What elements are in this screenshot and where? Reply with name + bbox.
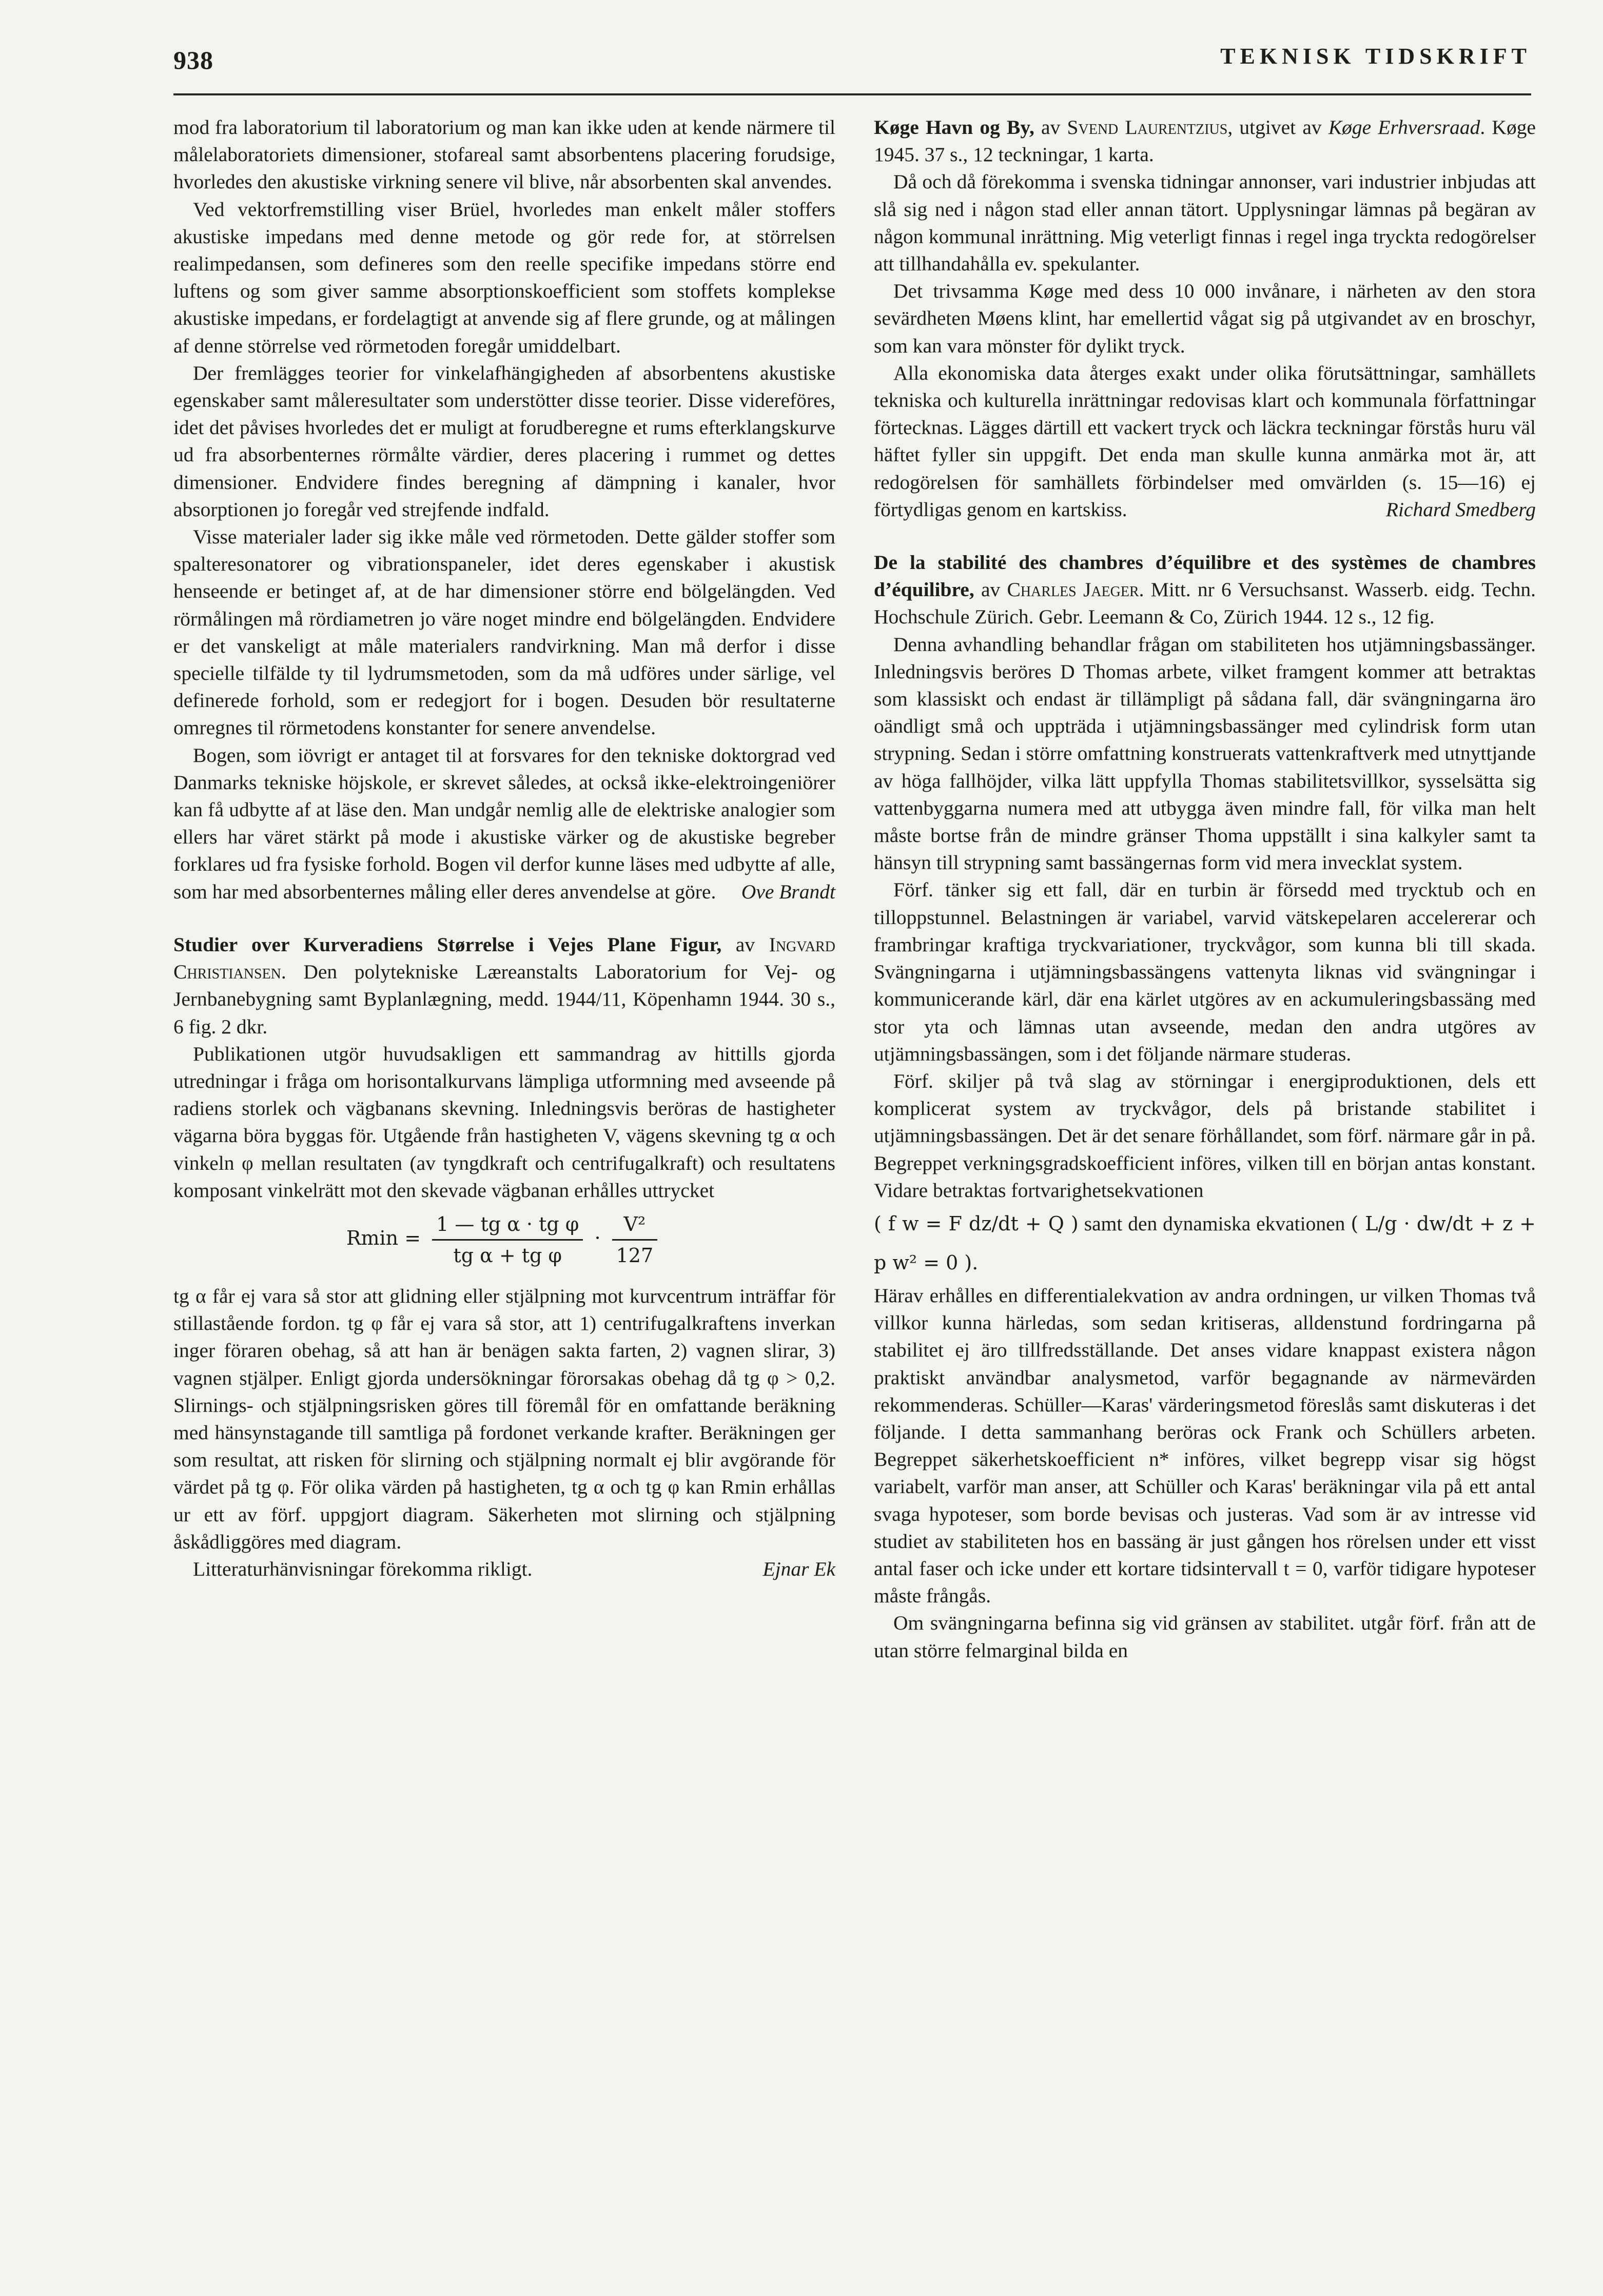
equation-line: ( f w = F dz/dt + Q ) samt den dynamiska ekvationen ( L/g · dw/dt + z + p w² = 0 ). [874, 1212, 1536, 1274]
paragraph: Då och då förekomma i svenska tidningar annonser, vari industrier inbjudas att slå sig ned i någon stad eller annan tätort. Upplysningar lämnas på begäran av någon kommunal inrättning. Mig veterligt finnas i regel inga tryckta redogörelser att tillhandahålla ev. spekulanter. [874, 170, 1536, 276]
paragraph-text: Bogen, som iövrigt er antaget til at forsvares for den tekniske doktorgrad ved Danmarks tekniske höjskole, er skrevet således, at också ikke-elektroingeniörer kan få udbytte af at läse den. Man undgår nemlig alle de elektriske analogier som ellers har väret stärkt på mode i akustiske värker og de akustiske begreber forklares ud fra fysiske forhold. Bogen vil derfor kunne läses med udbytte af alle, som har med absorbenternes måling eller deres anvendelse at göre. [173, 743, 835, 903]
paragraph: Denna avhandling behandlar frågan om stabiliteten hos utjämningsbassänger. Inledningsvis beröres D Thomas arbete, vilket framgent kommer att betraktas som klassiskt och endast är tillämpligt på sådana fall, där svängningarna äro oändligt små och uppträda i utjämningsbassänger med cylindrisk form utan strypning. Sedan i större omfattning konstruerats vattenkraftverk med utnyttjande av höga fallhöjder, vilka lätt uppfylla Thomas stabilitetsvillkor, sysselsätta sig vattenbyggarna numera med att utbygga även mindre fall, för vilka man helt måste bortse från de mindre gränser Thoma uppställt i sina kalkyler samt ta hänsyn till strypning samt bassängernas form vid mera invecklat system. [874, 633, 1536, 874]
paragraph: Förf. tänker sig ett fall, där en turbin är försedd med trycktub och en tilloppstunnel. Belastningen är variabel, varvid vätskepelaren accelererar och frambringar kraftiga tryckvariationer, tryckvågor, som kunna bli till skada. Svängningarna i utjämningsbassängens vattenyta liknas vid svängningar i kommunicerande kärl, där ena kärlet utgöres av en ackumuleringsbassäng med stor yta och lämnas utan avseende, medan den andra utgöres av utjämningsbassängen, som i det följande närmare studeras. [874, 878, 1536, 1065]
paragraph: Förf. skiljer på två slag av störningar i energiproduktionen, dels ett komplicerat system av tryckvågor, dels på bristande stabilitet i utjämningsbassängen. Det är det senare förhållandet, som förf. närmare går in på. Begreppet verkningsgradskoefficient införes, vilken till en början antas konstant. Vidare betraktas fortvarighetsekvationen [874, 1069, 1536, 1202]
paragraph: Ved vektorfremstilling viser Brüel, hvorledes man enkelt måler stoffers akustiske impedans med denne metode og gör rede for, at störrelsen realimpedansen, som defineres som den reelle specifike impedans större end luftens og som giver samme absorptionskoefficient som stoffets komplekse akustiske impedans, er fordelagtigt at anvende sig af flere grunde, og at målingen af denne störrelse ved rörmetoden foregår umiddelbart. [173, 198, 835, 357]
signature: Ove Brandt [741, 880, 835, 903]
review-details: . Den polytekniske Læreanstalts Laboratorium for Vej- og Jernbanebygning samt Byplanlægning, medd. 1944/11, Köpenhamn 1944. 30 s., 6 fig. 2 dkr. [173, 960, 835, 1038]
formula-lhs: Rmin = [346, 1226, 421, 1249]
paragraph: Visse materialer lader sig ikke måle ved rörmetoden. Dette gälder stoffer som spalteresonatorer og vibrationspaneler, idet deres egenskaber i akustisk henseende er betinget af, at de har dimensioner större end bölgelängden. Ved rörmålingen må rördiametren jo väre noget mindre end bölgelängden. Endvidere er det vanskeligt at måle materialers randvirkning. Man må derfor i disse specielle tilfälde ty til lydrumsmetoden, som da må udföres under särlige, vel definerede forhold, som er redegjort for i bogen. Desuden bör resultaterne omregnes til rörmetodens konstanter for senere anvendelse. [173, 525, 835, 739]
review-title: Køge Havn og By, [874, 116, 1034, 139]
left-column [173, 114, 835, 1583]
paragraph: Det trivsamma Køge med dess 10 000 invånare, i närheten av den stora sevärdheten Møens klint, har emellertid vågat sig på utgivandet av en broschyr, som kan vara mönster för dylikt tryck. [874, 280, 1536, 357]
paragraph: Härav erhålles en differentialekvation av andra ordningen, ur vilken Thomas två villkor kunna härledas, som sedan kritiseras, alldenstund fordringarna på stabilitet ej äro tillfredsställande. Det anses vidare knappast existera någon praktiskt användbar analysmetod, varför begagnande av närmevärden rekommenderas. Schüller—Karas' värderingsmetod föreslås samt diskuteras i det följande. I detta sammanhang beröras ock Frank och Schüllers arbeten. Begreppet säkerhetskoefficient n* införes, vilket begrepp visar sig högst variabelt, varför man anser, att Schüller och Karas' beräkningar vila på ett antal svaga hypoteser, som borde bevisas och justeras. Vad som är av intresse vid studiet av stabiliteten hos en bassäng är just gången hos rörelsen under ett visst antal faser och icke under ett kortare tidsintervall t = 0, varför tidigare hypoteser måste frångås. [874, 1284, 1536, 1607]
signature: Richard Smedberg [1385, 498, 1536, 521]
review-title: De la stabilité des chambres d’équilibre et des systèmes de chambres d’équilibre, [874, 551, 1536, 601]
running-head: TEKNISK TIDSKRIFT [1220, 44, 1531, 69]
dynamic-equation: ( L/g · dw/dt + z + p w² = 0 ). [874, 1212, 1536, 1274]
paragraph: mod fra laboratorium til laboratorium og man kan ikke uden at kende närmere til målelaboratoriets dimensioner, stofareal samt absorbentens placering forudsige, hvorledes den akustiske virkning senere vil blive, når absorbenten skal anvendes. [173, 116, 835, 193]
publisher: Køge Erhversraad [1328, 116, 1480, 139]
continuity-equation: ( f w = F dz/dt + Q ) [874, 1212, 1079, 1235]
header-rule [173, 93, 1531, 95]
review-author: Ingvard Christiansen [173, 933, 835, 984]
author-prefix: av [981, 578, 1001, 601]
review-author: Svend Laurentzius [1067, 116, 1228, 139]
review-author: Charles Jaeger [1007, 578, 1139, 601]
paragraph: Om svängningarna befinna sig vid gränsen av stabilitet. utgår förf. från att de utan större felmarginal bilda en [874, 1612, 1536, 1662]
radius-formula: Rmin = $\frac{\text{1 — tg α · tg φ}}{\text{tg α + tg φ}}$ · $\frac{\text{V²}}{127}$ [173, 1209, 835, 1270]
paragraph: Publikationen utgör huvudsakligen ett sammandrag av hittills gjorda utredningar i fråga om horisontalkurvans lämpliga utformning med avseende på radiens storlek och vägbanans skevning. Inledningsvis beröras de hastigheter vägarna böra byggas för. Utgående från hastigheten V, vägens skevning tg α och vinkeln φ mellan resultaten (av tyngdkraft och centrifugalkraft) och resultatens komposant vinkelrätt mot den skevade vägbanan erhålles uttrycket [173, 1042, 835, 1202]
page-number: 938 [173, 46, 213, 74]
review-heading: De la stabilité des chambres d’équilibre et des systèmes de chambres d’équilibre, av Charles Jaeger. Mitt. nr 6 Versuchsanst. Wasserb. eidg. Techn. Hochschule Zürich. Gebr. Leemann & Co, Zürich 1944. 12 s., 12 fig. [874, 551, 1536, 629]
paragraph: Der fremlägges teorier for vinkelafhängigheden af absorbentens akustiske egenskaber samt måleresultater som understötter disse teorier. Disse videreföres, idet det påvises hvorledes det er muligt at forudberegne et rums efterklangskurve ud fra absorbenternes rörmålte värdier, deres placering i rummet og dettes dimensioner. Endvidere findes beregning af dämpning i kanaler, hvor absorptionen jo foregår ved strejfende indfald. [173, 361, 835, 521]
author-prefix: av [1041, 116, 1061, 139]
paragraph: Litteraturhänvisningar förekomma rikligt. Ejnar Ek [173, 1556, 835, 1583]
paragraph: Alla ekonomiska data återges exakt under olika förutsättningar, samhällets tekniska och kulturella inrättningar redovisas klart och kommunala författningar förtecknas. Lägges därtill ett vackert tryck och läckra teckningar förstås huru väl häftet fyller sin uppgift. Det enda man skulle kunna anmärka mot är, att redogörelsen för samhällets förbindelser med omvärlden (s. 15—16) ej förtydligas genom en kartskiss. Richard Smedberg [874, 360, 1536, 523]
review-heading [173, 931, 835, 1041]
author-prefix: av [735, 933, 755, 956]
fraction: $\frac{\text{1 — tg α · tg φ}}{\text{tg α + tg φ}}$ [432, 1209, 583, 1270]
paragraph [173, 742, 835, 906]
review-heading: Køge Havn og By, av Svend Laurentzius, utgivet av Køge Erhversraad. Køge 1945. 37 s., 12 teckningar, 1 karta. [874, 116, 1536, 166]
review-title: Studier over Kurveradiens Størrelse i Vejes Plane Figur, [173, 933, 722, 956]
right-column [874, 114, 1536, 1664]
signature: Ejnar Ek [763, 1557, 835, 1580]
paragraph: tg α får ej vara så stor att glidning eller stjälpning mot kurvcentrum inträffar för stillastående fordon. tg φ får ej vara så stor, att 1) centrifugalkraftens inverkan inger föraren obehag, så att han är benägen sakta farten, 2) vagnen slirar, 3) vagnen stjälper. Enligt gjorda undersökningar förorsakas obehag då tg φ > 0,2. Slirnings- och stjälpningsrisken göres till föremål för en omfattande beräkning med hänsynstagande till samtliga på fordonet verkande krafter. Beräkningen ger som resultat, att risken för slirning och stjälpning normalt ej blir avgörande för värdet på tg φ. För olika värden på hastigheten, tg α och tg φ kan Rmin erhållas ur ett av förf. uppgjort diagram. Säkerheten mot slirning och stjälpning åskådliggöres med diagram. [173, 1284, 835, 1553]
fraction: $\frac{\text{V²}}{127}$ [612, 1209, 658, 1270]
